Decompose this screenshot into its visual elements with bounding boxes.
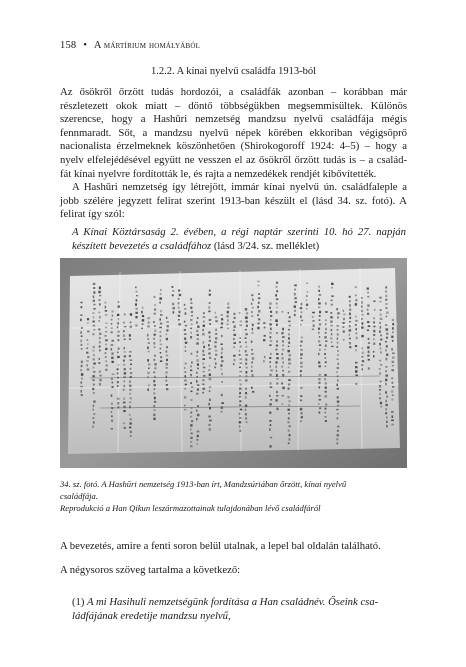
page-number: 158 — [60, 40, 77, 51]
running-head — [60, 40, 420, 51]
caption-line-3: Reprodukció a Han Qikun leszármazottainak tulajdonában lévő családfáról — [60, 503, 321, 513]
caption-line-1: 34. sz. fotó. A Hashūri nemzetség 1913-ban írt, Mandzsúriában őrzött, kínai nyelvű — [60, 479, 347, 489]
quote-reference: (lásd 3/24. sz. melléklet) — [211, 239, 320, 252]
paragraph-3: A bevezetés, amire a fenti soron belül utalnak, a lepel bal oldalán található. — [60, 540, 381, 552]
quote-italic: A Kínai Köztársaság 2. évében, a régi naptár szerinti 10. hó 27. napján készített bevezetés a családfához — [72, 226, 406, 252]
family-tree-photo — [60, 258, 407, 468]
paragraph-4: A négysoros szöveg tartalma a következő: — [60, 564, 241, 576]
paragraph-2: A Hashūri nemzetség így létrejött, immár kínai nyelvű ún. családfaleple a jobb szélére jegyzett felirat szerint 1913-ban készült el (lásd 34. sz. fotó). A felirat így szól: — [60, 181, 407, 221]
list-text: A mi Hasihuli nemzetségünk fordítása a Han családnév. Őseink csa-ládfájának eredetije mandzsu nyelvű, — [72, 596, 379, 622]
section-heading: 1.2.2. A kínai nyelvű családfa 1913-ból — [150, 66, 317, 77]
block-quote — [72, 226, 406, 253]
photo-of-chinese-family-tree-cloth — [60, 258, 407, 468]
list-number: (1) — [72, 596, 85, 608]
running-title: A mártírium homályából — [93, 40, 201, 51]
caption-line-2: családfája. — [60, 491, 98, 501]
list-item-1 — [72, 596, 407, 623]
photo-caption — [60, 478, 407, 514]
separator-bullet: • — [83, 40, 88, 51]
paragraph-1: Az ősökről őrzött tudás hordozói, a családfák azonban – korábban már részletezett okok miatt – döntő többségükben megsemmisültek. Különös szerencse, hogy a Hashūri nemzetség mandzsu nyelvű családfája mégis fennmaradt. Sőt, a mandzsu nyelvű népek körében ekkoriban végigsöprő nacionalista érzelmeknek köszönhetően (Shirokogoroff 1924: 4–5) – hogy a nyelv elfelejédésével együtt ne vesszen el az ősökről őrzött tudás is – a család-fát kínai nyelvre fordították le, és rajta a nemzedékek rendjét kibővítették. — [60, 86, 407, 180]
